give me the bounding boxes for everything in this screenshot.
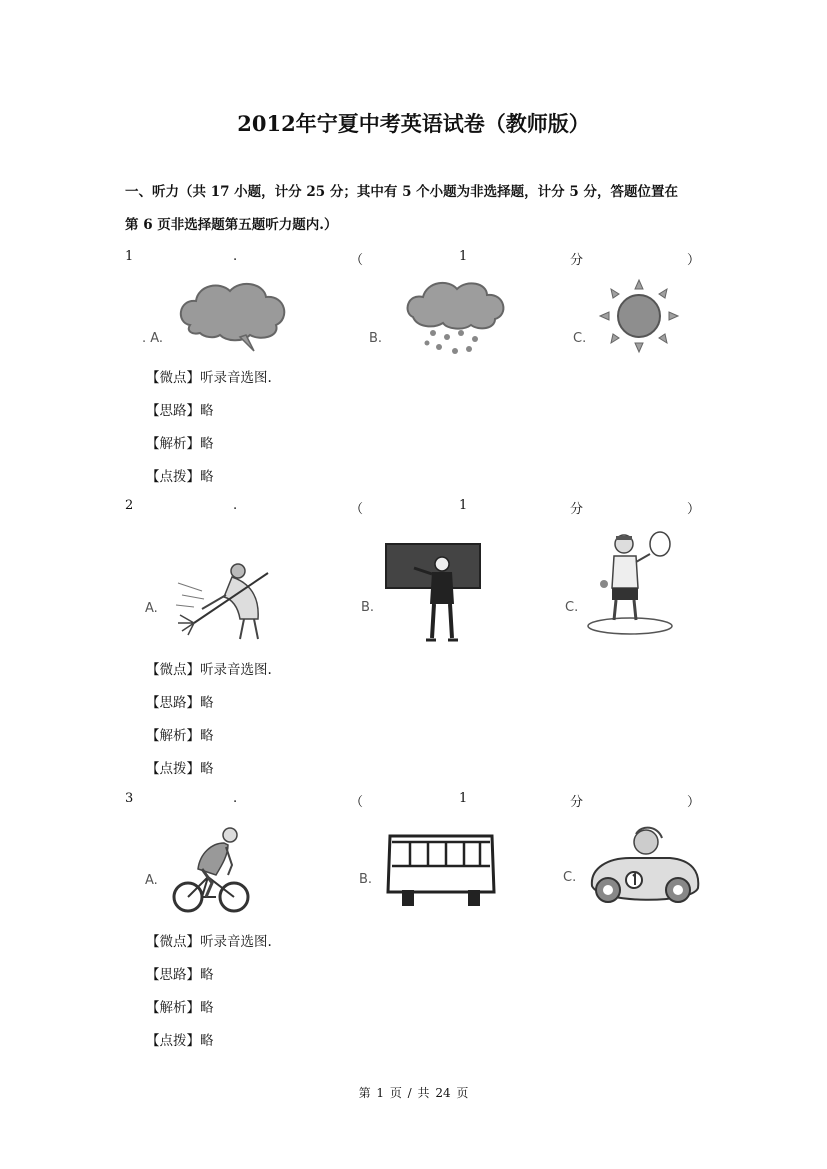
page-title: 2012年宁夏中考英语试卷（教师版）: [237, 111, 590, 136]
score-open-paren: （: [350, 502, 364, 517]
q1-option-b[interactable]: [365, 275, 525, 360]
question-1-header: [125, 249, 701, 269]
sweeping-person-icon: [174, 561, 282, 643]
question-blank-dot: .: [233, 249, 238, 264]
note-point: 【微点】听录音选图.: [146, 370, 272, 386]
section-heading-line-2: 第 6 页非选择题第五题听力题内.）: [125, 217, 338, 233]
score-close-paren: ）: [687, 502, 701, 517]
question-number: 3: [125, 791, 134, 806]
note-analysis: 【解析】略: [146, 728, 214, 744]
option-letter: C.: [563, 870, 577, 885]
option-letter: B.: [361, 600, 375, 615]
question-score: 1: [459, 791, 468, 806]
question-blank-dot: .: [233, 498, 238, 513]
question-blank-dot: .: [233, 791, 238, 806]
score-close-paren: ）: [687, 253, 701, 268]
q3-option-a[interactable]: [142, 823, 292, 918]
q3-option-b[interactable]: [356, 830, 506, 910]
question-3-notes: [146, 932, 272, 1064]
snow-cloud-icon: [403, 277, 513, 359]
score-open-paren: （: [350, 795, 364, 810]
option-letter: . A.: [142, 331, 164, 346]
option-letter: B.: [359, 872, 373, 887]
tennis-player-icon: [586, 530, 676, 640]
q1-option-c[interactable]: [570, 272, 720, 362]
note-tip: 【点拨】略: [146, 469, 214, 485]
question-2-notes: [146, 660, 272, 792]
note-approach: 【思路】略: [146, 695, 214, 711]
question-score: 1: [459, 249, 468, 264]
question-score: 1: [459, 498, 468, 513]
cyclist-icon: [172, 825, 252, 917]
q3-option-c[interactable]: [560, 822, 710, 917]
sun-icon: [594, 276, 684, 356]
section-heading-line-1: 一、听力（共 17 小题，计分 25 分；其中有 5 个小题为非选择题，计分 5 分，答题位置在: [125, 184, 678, 200]
score-unit: 分: [570, 502, 584, 517]
score-open-paren: （: [350, 253, 364, 268]
bus-icon: [384, 832, 498, 910]
page-footer: 第 1 页 / 共 24 页: [358, 1086, 469, 1100]
option-letter: A.: [145, 873, 158, 888]
teacher-blackboard-icon: [384, 542, 482, 644]
question-3-header: [125, 791, 701, 811]
q2-option-c[interactable]: [562, 528, 712, 643]
cloud-icon: [176, 279, 292, 359]
q2-option-b[interactable]: [358, 540, 508, 645]
note-point: 【微点】听录音选图.: [146, 934, 272, 950]
note-approach: 【思路】略: [146, 403, 214, 419]
q1-option-a[interactable]: [140, 275, 300, 360]
score-close-paren: ）: [687, 795, 701, 810]
score-unit: 分: [570, 795, 584, 810]
note-tip: 【点拨】略: [146, 1033, 214, 1049]
question-1-notes: [146, 368, 272, 500]
note-point: 【微点】听录音选图.: [146, 662, 272, 678]
option-letter: C.: [573, 331, 587, 346]
option-letter: C.: [565, 600, 579, 615]
question-2-header: [125, 498, 701, 518]
q2-option-a[interactable]: [142, 555, 292, 645]
option-letter: A.: [145, 601, 158, 616]
note-tip: 【点拨】略: [146, 761, 214, 777]
question-number: 1: [125, 249, 134, 264]
note-analysis: 【解析】略: [146, 1000, 214, 1016]
note-approach: 【思路】略: [146, 967, 214, 983]
option-letter: B.: [369, 331, 383, 346]
question-number: 2: [125, 498, 134, 513]
section-heading: [125, 176, 715, 242]
score-unit: 分: [570, 253, 584, 268]
note-analysis: 【解析】略: [146, 436, 214, 452]
race-car-icon: [584, 824, 704, 916]
